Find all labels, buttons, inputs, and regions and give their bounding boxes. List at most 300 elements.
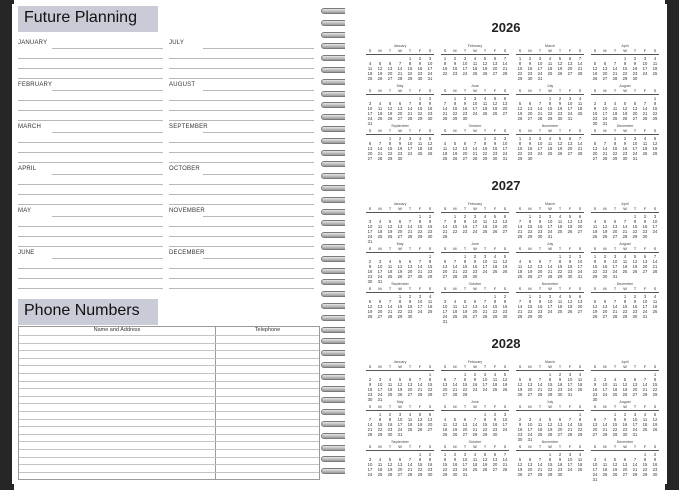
day-number: 28 [367,432,373,437]
phone-entry-line[interactable] [19,472,319,473]
writing-line[interactable] [203,90,314,91]
day-number: 21 [622,229,628,234]
writing-line[interactable] [52,174,163,175]
day-number: 2 [428,214,432,219]
day-number: 1 [443,452,447,457]
day-number: 20 [442,269,448,274]
day-number: 10 [377,264,383,269]
day-number: 3 [568,452,572,457]
day-number: 26 [652,151,658,156]
writing-line[interactable] [18,78,163,79]
day-number: 20 [407,269,413,274]
writing-line[interactable] [203,216,314,217]
day-number: 16 [452,66,458,71]
month-calendar-march-2026 [515,44,585,84]
day-number: 1 [548,452,552,457]
day-number: 2 [473,254,477,259]
weekday-letter: W [623,247,627,251]
day-number: 27 [567,151,573,156]
writing-line[interactable] [169,184,314,185]
writing-line[interactable] [18,68,163,69]
day-number: 15 [462,382,468,387]
writing-line[interactable] [169,78,314,79]
writing-line[interactable] [18,152,163,153]
writing-line[interactable] [203,174,314,175]
day-number: 7 [473,417,477,422]
day-number: 15 [482,422,488,427]
day-number: 15 [407,66,413,71]
day-number: 24 [547,309,553,314]
day-number: 8 [558,259,562,264]
day-number: 26 [567,309,573,314]
weekday-letter: W [548,89,552,93]
weekday-letter: T [463,207,467,211]
day-number: 12 [387,106,393,111]
day-number: 20 [567,146,573,151]
day-number: 30 [652,472,658,477]
day-number: 16 [622,146,628,151]
day-number: 22 [462,387,468,392]
writing-line[interactable] [18,184,163,185]
day-number: 5 [483,452,487,457]
day-number: 13 [462,146,468,151]
day-number: 5 [518,101,522,106]
weekday-letter: T [463,89,467,93]
day-number: 23 [527,151,533,156]
writing-line[interactable] [18,162,163,163]
day-number: 14 [602,146,608,151]
writing-line[interactable] [52,48,163,49]
day-number: 16 [462,224,468,229]
day-number: 17 [417,304,423,309]
writing-line[interactable] [169,120,314,121]
day-number: 22 [442,467,448,472]
month-name: May [396,242,404,246]
day-number: 25 [652,309,658,314]
day-number: 15 [442,462,448,467]
day-number: 21 [472,427,478,432]
header-underline [366,134,434,135]
day-number: 18 [367,71,373,76]
day-number: 2 [653,452,657,457]
weekday-letter: T [408,129,412,133]
day-number: 24 [502,151,508,156]
day-number: 10 [592,462,598,467]
writing-line[interactable] [169,268,314,269]
day-number: 6 [443,259,447,264]
writing-line[interactable] [18,204,163,205]
phone-entry-line[interactable] [19,411,319,412]
day-number: 10 [652,219,658,224]
day-number: 7 [408,101,412,106]
day-number: 23 [367,392,373,397]
day-number: 7 [388,299,392,304]
day-number: 19 [427,146,433,151]
writing-line[interactable] [18,142,163,143]
day-number: 14 [472,146,478,151]
day-number: 28 [602,156,608,161]
weekday-letter: T [633,89,637,93]
day-number: 23 [602,269,608,274]
day-number: 14 [642,382,648,387]
day-number: 4 [428,294,432,299]
day-number: 18 [417,146,423,151]
day-number: 28 [397,76,403,81]
writing-line[interactable] [18,110,163,111]
day-number: 7 [418,259,422,264]
day-number: 1 [408,56,412,61]
planner-cover-right [665,0,679,490]
day-number: 14 [407,224,413,229]
day-number: 13 [602,66,608,71]
day-number: 13 [537,264,543,269]
day-number: 13 [502,219,508,224]
day-number: 3 [603,101,607,106]
day-number: 16 [557,106,563,111]
day-number: 7 [633,457,637,462]
day-number: 6 [578,294,582,299]
month-calendar-december-2026 [590,124,660,164]
day-number: 11 [557,219,563,224]
day-number: 27 [407,274,413,279]
weekday-letter: S [578,365,582,369]
day-number: 25 [557,309,563,314]
day-number: 15 [592,264,598,269]
day-number: 27 [557,432,563,437]
weekday-letter: S [653,89,657,93]
day-number: 29 [592,274,598,279]
day-number: 10 [397,417,403,422]
day-number: 17 [547,304,553,309]
day-number: 16 [492,146,498,151]
phone-entry-line[interactable] [19,343,319,344]
day-number: 19 [387,111,393,116]
writing-line[interactable] [18,120,163,121]
day-number: 10 [567,457,573,462]
day-number: 24 [652,229,658,234]
phone-entry-line[interactable] [19,403,319,404]
writing-line[interactable] [18,226,163,227]
day-number: 2 [528,56,532,61]
writing-line[interactable] [52,132,163,133]
month-label: JULY [169,40,185,46]
day-number: 27 [592,432,598,437]
day-number: 22 [652,387,658,392]
day-number: 20 [462,151,468,156]
day-number: 6 [493,452,497,457]
phone-entry-line[interactable] [19,373,319,374]
day-number: 24 [537,151,543,156]
day-number: 2 [633,294,637,299]
day-number: 8 [483,417,487,422]
writing-line[interactable] [169,58,314,59]
day-number: 13 [462,422,468,427]
day-number: 26 [502,387,508,392]
day-number: 16 [407,304,413,309]
day-number: 2 [623,136,627,141]
weekday-letter: F [643,445,647,449]
day-number: 1 [528,294,532,299]
day-number: 13 [592,146,598,151]
phone-entry-line[interactable] [19,441,319,442]
day-number: 19 [602,229,608,234]
day-number: 13 [632,106,638,111]
day-number: 28 [452,392,458,397]
day-number: 1 [418,96,422,101]
day-number: 30 [427,472,433,477]
day-number: 22 [427,269,433,274]
header-underline [366,292,434,293]
day-number: 5 [653,136,657,141]
day-number: 18 [377,111,383,116]
month-block-february [18,82,163,123]
month-name: November [541,440,559,444]
day-number: 21 [452,269,458,274]
phone-entry-line[interactable] [19,388,319,389]
day-number: 2 [558,452,562,457]
weekday-letter: F [493,365,497,369]
weekday-letter: S [443,89,447,93]
weekday-letter: S [503,405,507,409]
day-number: 13 [367,146,373,151]
month-block-november [169,208,314,249]
day-number: 9 [538,219,542,224]
writing-line[interactable] [18,246,163,247]
weekday-letter: T [558,89,562,93]
weekday-letter: T [463,129,467,133]
day-number: 14 [407,462,413,467]
writing-line[interactable] [169,236,314,237]
writing-line[interactable] [18,58,163,59]
day-number: 16 [622,422,628,427]
writing-line[interactable] [169,68,314,69]
phone-entry-line[interactable] [19,449,319,450]
writing-line[interactable] [169,194,314,195]
writing-line[interactable] [203,258,314,259]
day-number: 6 [378,299,382,304]
day-number: 2 [643,214,647,219]
day-number: 3 [378,259,382,264]
day-number: 3 [548,294,552,299]
day-number: 19 [622,387,628,392]
day-number: 18 [472,66,478,71]
weekday-letter: S [368,49,372,53]
day-number: 6 [428,412,432,417]
writing-line[interactable] [18,194,163,195]
day-number: 8 [518,141,522,146]
weekday-letter: S [578,287,582,291]
writing-line[interactable] [18,236,163,237]
day-number: 5 [548,417,552,422]
day-number: 16 [642,224,648,229]
writing-line[interactable] [169,278,314,279]
month-calendar-june-2026 [440,84,510,124]
day-number: 7 [398,61,402,66]
writing-line[interactable] [169,100,314,101]
day-number: 17 [632,146,638,151]
day-number: 11 [442,146,448,151]
day-number: 22 [482,427,488,432]
day-number: 19 [652,146,658,151]
day-number: 19 [517,111,523,116]
day-number: 4 [418,136,422,141]
day-number: 25 [557,229,563,234]
day-number: 20 [502,106,508,111]
day-number: 24 [567,467,573,472]
day-number: 25 [387,392,393,397]
month-label: JANUARY [18,40,48,46]
writing-line[interactable] [52,90,163,91]
day-number: 4 [558,214,562,219]
day-number: 15 [612,146,618,151]
phone-entry-line[interactable] [19,396,319,397]
weekday-letter: W [398,445,402,449]
day-number: 17 [567,382,573,387]
day-number: 26 [592,76,598,81]
day-number: 24 [537,71,543,76]
day-number: 30 [592,121,598,126]
weekday-letter: T [558,287,562,291]
day-number: 27 [387,76,393,81]
weekday-letter: F [493,129,497,133]
day-number: 7 [603,141,607,146]
day-number: 17 [502,422,508,427]
day-number: 8 [613,141,617,146]
day-number: 19 [567,304,573,309]
day-number: 10 [472,219,478,224]
day-number: 8 [623,61,627,66]
day-number: 4 [578,452,582,457]
day-number: 21 [472,151,478,156]
day-number: 3 [463,56,467,61]
day-number: 7 [603,417,607,422]
day-number: 18 [387,269,393,274]
weekday-letter: W [623,405,627,409]
weekday-letter: M [378,247,382,251]
day-number: 27 [527,392,533,397]
weekday-letter: M [528,207,532,211]
day-number: 13 [567,61,573,66]
writing-line[interactable] [18,100,163,101]
writing-line[interactable] [169,226,314,227]
day-number: 16 [472,264,478,269]
phone-entry-line[interactable] [19,419,319,420]
day-number: 17 [462,66,468,71]
weekday-letter: S [518,89,522,93]
phone-entry-line[interactable] [19,335,319,336]
day-number: 29 [642,472,648,477]
day-number: 11 [452,304,458,309]
phone-entry-line[interactable] [19,381,319,382]
day-number: 18 [652,66,658,71]
weekday-letter: S [518,247,522,251]
writing-line[interactable] [18,278,163,279]
writing-line[interactable] [169,162,314,163]
weekday-letter: T [463,445,467,449]
month-calendar-november-2028 [515,440,585,480]
day-number: 28 [547,274,553,279]
phone-entry-line[interactable] [19,464,319,465]
day-number: 21 [577,66,583,71]
day-number: 28 [612,314,618,319]
month-calendar-january-2027 [365,202,435,242]
writing-line[interactable] [203,48,314,49]
weekday-letter: M [453,89,457,93]
day-number: 15 [612,422,618,427]
month-calendar-july-2027 [515,242,585,282]
phone-entry-line[interactable] [19,426,319,427]
day-number: 30 [527,76,533,81]
weekday-letter: S [443,49,447,53]
day-number: 24 [407,151,413,156]
writing-line[interactable] [169,204,314,205]
day-number: 14 [502,61,508,66]
day-number: 1 [593,254,597,259]
writing-line[interactable] [169,110,314,111]
day-number: 18 [612,111,618,116]
day-number: 13 [492,61,498,66]
day-number: 5 [398,259,402,264]
writing-line[interactable] [52,216,163,217]
phone-entry-line[interactable] [19,358,319,359]
header-underline [591,134,659,135]
writing-line[interactable] [18,288,163,289]
writing-line[interactable] [52,258,163,259]
writing-line[interactable] [169,142,314,143]
day-number: 9 [398,141,402,146]
writing-line[interactable] [169,288,314,289]
day-number: 14 [472,422,478,427]
day-number: 28 [407,472,413,477]
day-number: 25 [592,234,598,239]
phone-entry-line[interactable] [19,457,319,458]
phone-entry-line[interactable] [19,434,319,435]
day-number: 12 [652,417,658,422]
phone-entry-line[interactable] [19,365,319,366]
day-number: 14 [537,462,543,467]
writing-line[interactable] [203,132,314,133]
weekday-letter: S [593,247,597,251]
weekday-letter: W [473,287,477,291]
day-number: 24 [602,116,608,121]
day-number: 17 [567,106,573,111]
writing-line[interactable] [169,152,314,153]
day-number: 15 [547,106,553,111]
writing-line[interactable] [18,268,163,269]
month-label: NOVEMBER [169,208,205,214]
day-number: 11 [377,224,383,229]
day-number: 22 [557,269,563,274]
writing-line[interactable] [169,246,314,247]
day-number: 26 [417,427,423,432]
day-number: 14 [377,146,383,151]
year-heading-2026: 2026 [491,20,521,35]
phone-numbers-table [18,326,320,480]
day-number: 12 [567,299,573,304]
day-number: 18 [377,467,383,472]
day-number: 21 [602,151,608,156]
weekday-letter: T [613,247,617,251]
day-number: 9 [593,382,597,387]
day-number: 22 [622,309,628,314]
day-number: 13 [397,224,403,229]
phone-entry-line[interactable] [19,350,319,351]
weekday-letter: T [613,129,617,133]
weekday-letter: S [503,89,507,93]
day-number: 19 [367,309,373,314]
day-number: 21 [602,427,608,432]
day-number: 8 [483,141,487,146]
